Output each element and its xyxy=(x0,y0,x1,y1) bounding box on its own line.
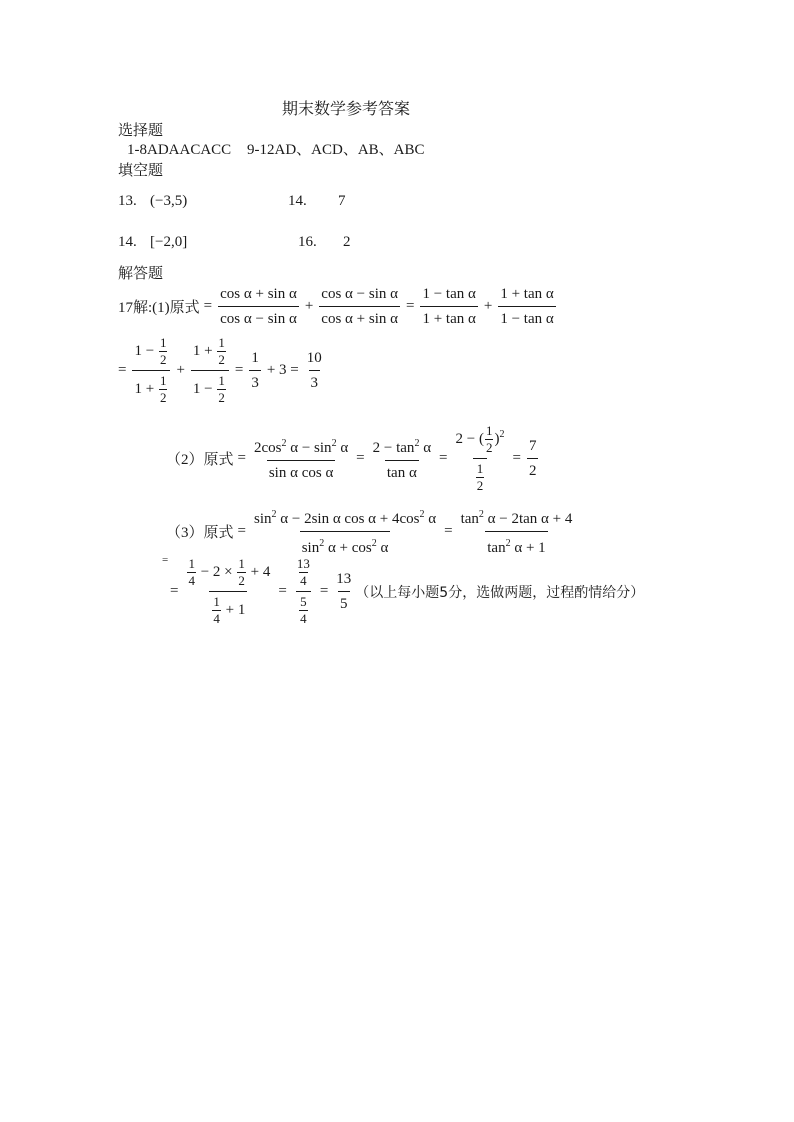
q13-label: 13. xyxy=(118,193,137,209)
q16-answer: 2 xyxy=(343,234,351,250)
q17-part3-result: = $\frac{1}{4}$ − 2 × $\frac{1}{2}$ + 4 $\frac{1}{4}$ + 1 = $\frac{\frac{13}{4}}{\frac{5}{4}}$ = $\frac{13}{5}$ （以上每小题5分，选做两题，过程酌情给分） xyxy=(170,556,645,626)
q17-part1-result: = 1 − $\frac{1}{2}$ 1 + $\frac{1}{2}$ + 1 + $\frac{1}{2}$ 1 − $\frac{1}{2}$ = $\frac{1}{3}$ + 3 = $\frac{10}{3}$ xyxy=(118,335,322,405)
stray-equals-mark: = xyxy=(162,554,169,566)
q17-part1-equation: 17解:(1)原式 = $\frac{\text{cos α + sin α}}{\text{cos α − sin α}}$ + $\frac{\text{cos α − sin α}}{\text{cos α + sin α}}$ = $\frac{\text{1 − tan α}}{\text{1 + tan α}}$ + $\frac{\text{1 + tan α}}{\text{1 − tan α}}$ xyxy=(118,286,554,327)
q13-answer: (−3,5) xyxy=(150,193,188,209)
q17-label: 17解:(1)原式 xyxy=(118,300,200,316)
q14a-label: 14. xyxy=(288,193,307,209)
q17-part2-equation: （2）原式 = $\frac{2\cos^2 \alpha - \sin^2 \alpha}{\text{sin α cos α}}$ = $\frac{2 - \tan^2 \alpha}{\text{tan α}}$ = 2 − ( $\frac{1}{2}$ )$^2$ $\frac{1}{2}$ = $\frac{7}{2}$ xyxy=(166,423,537,493)
q14b-answer: [−2,0] xyxy=(150,234,188,250)
q14b-label: 14. xyxy=(118,234,137,250)
section-fill-heading: 填空题 xyxy=(118,161,164,179)
choice-answers-9-12: 9-12AD、ACD、AB、ABC xyxy=(247,142,425,158)
q17-part2-label: （2）原式 xyxy=(166,452,234,468)
q17-part3-label: （3）原式 xyxy=(166,525,234,541)
section-solve-heading: 解答题 xyxy=(118,264,164,282)
q16-label: 16. xyxy=(298,234,317,250)
page-title: 期末数学参考答案 xyxy=(282,99,411,118)
q14a-answer: 7 xyxy=(338,193,346,209)
scoring-note: （以上每小题5分，选做两题，过程酌情给分） xyxy=(355,584,645,601)
section-choice-heading: 选择题 xyxy=(118,121,164,139)
q17-part3-equation: （3）原式 = $\frac{\sin^2 \alpha - 2\sin \alpha \cos \alpha + 4\cos^2 \alpha}{\sin^2 \alpha + \cos^2 \alpha}$ = $\frac{\tan^2 \alpha - 2\tan \alpha + 4}{\tan^2 \alpha + 1}$ xyxy=(166,509,573,556)
choice-answers-1-8: 1-8ADAACACC xyxy=(127,142,232,158)
